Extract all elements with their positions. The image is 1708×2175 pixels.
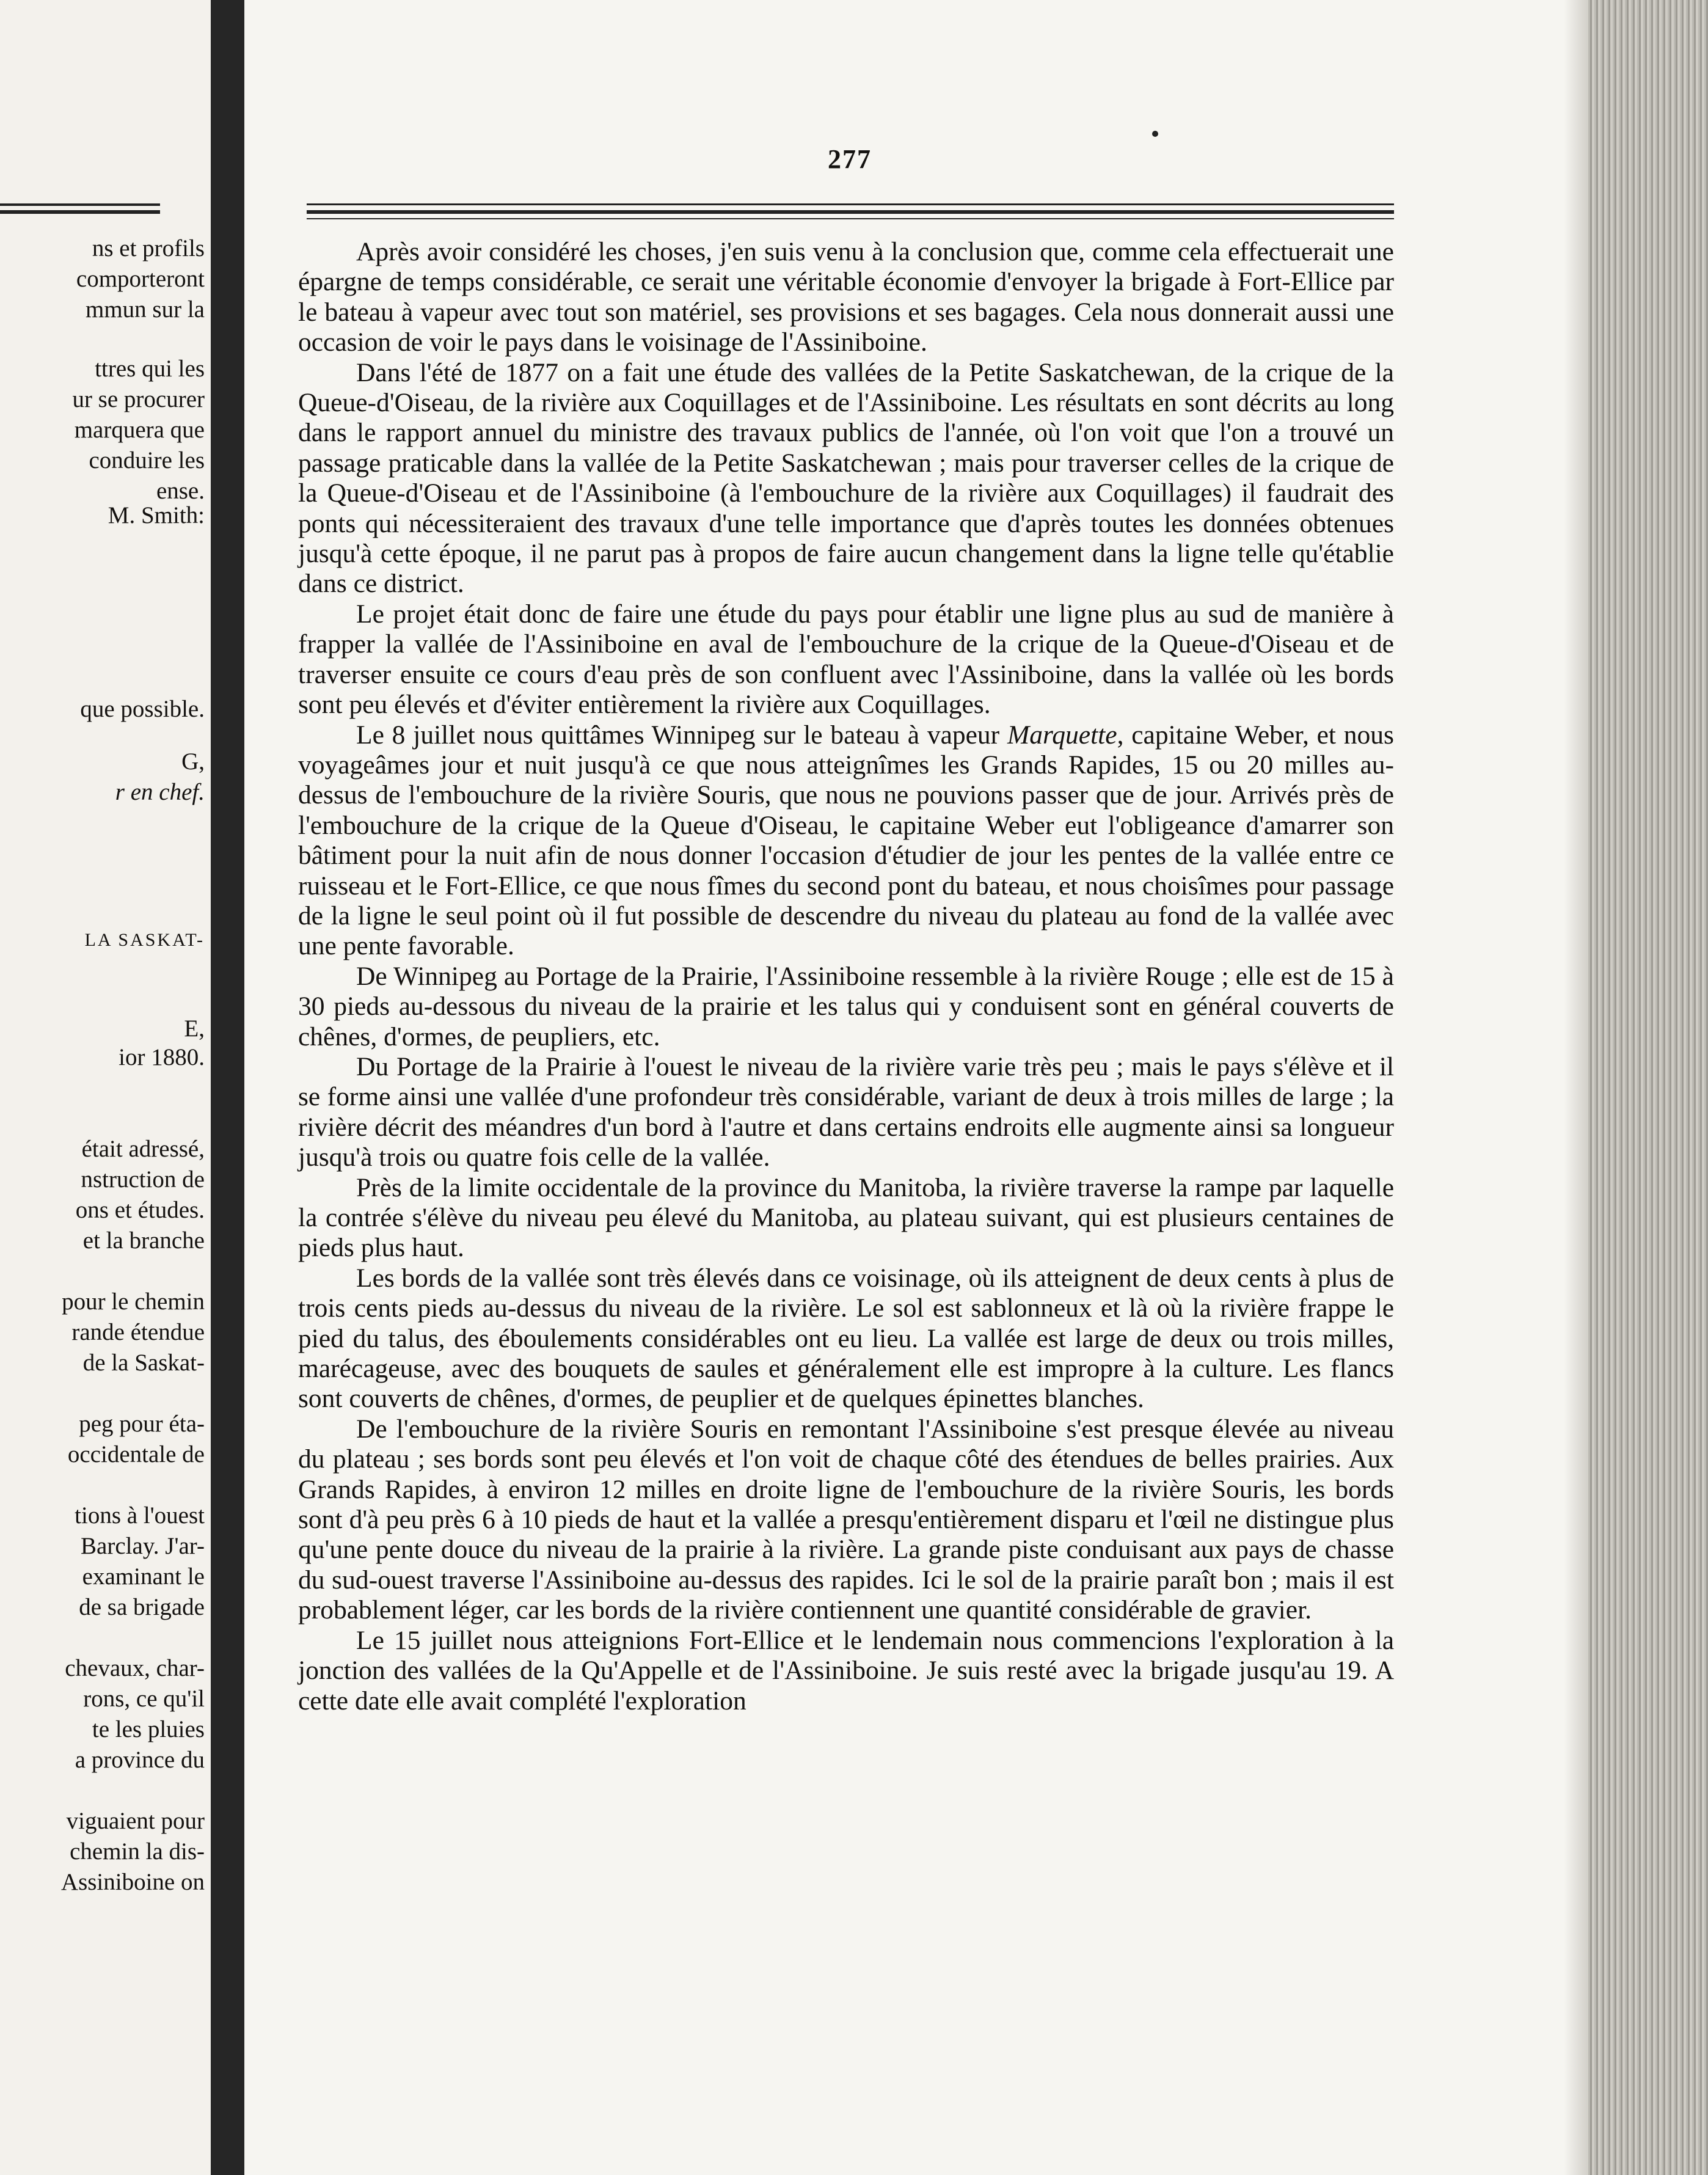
page-number: 277	[828, 144, 872, 174]
paragraph: Le projet était donc de faire une étude du pays pour établir une ligne plus au sud de manière à frapper la vallée de l'Assiniboine en aval de l'embouchure de la crique de la Queue-d'Oiseau et de traverser ensuite ce cours d'eau près de son confluent avec l'Assiniboine, dans la vallée où les bords sont peu élevés et d'éviter entièrement la rivière aux Coquillages.	[298, 599, 1394, 720]
left-page-fragment: était adressé,	[81, 1136, 205, 1162]
left-page-fragment: viguaient pour	[66, 1808, 205, 1834]
left-page-fragment: ior 1880.	[119, 1044, 205, 1070]
paragraph: Le 8 juillet nous quittâmes Winnipeg sur le bateau à vapeur Marquette, capitaine Weber, et nous voyageâmes jour et nuit jusqu'à ce que nous atteignîmes les Grands Rapides, 15 ou 20 milles au-dessus de l'embouchure de la rivière Souris, que nous ne pouvions passer que de jour. Arrivés près de l'embouchure de la crique de la Queue d'Oiseau, le capitaine Weber eut l'obligeance d'amarrer son bâtiment pour la nuit afin de nous donner l'occasion d'étudier de jour les pentes de la vallée entre ce ruisseau et le Fort-Ellice, ce que nous fîmes du second pont du bateau, et nous choisîmes pour passage de la ligne le seul point où il fut possible de descendre du niveau du plateau au fond de la vallée avec une pente favorable.	[298, 720, 1394, 961]
left-page-fragment: r en chef.	[115, 779, 205, 805]
left-page-fragment: de la Saskat-	[82, 1350, 205, 1376]
left-page-fragment: nstruction de	[81, 1166, 205, 1193]
left-page-fragment: te les pluies	[92, 1716, 205, 1742]
left-page-fragment: de sa brigade	[79, 1594, 205, 1620]
left-page-fragment: ns et profils	[92, 235, 205, 261]
left-page-fragment: peg pour éta-	[79, 1411, 205, 1437]
left-page-fragment: occidentale de	[67, 1441, 205, 1468]
left-page-fragment: mmun sur la	[86, 296, 205, 323]
left-page-fragment: tions à l'ouest	[75, 1502, 205, 1529]
left-page-fragment: chemin la dis-	[70, 1838, 205, 1865]
left-page-fragment: chevaux, char-	[65, 1655, 205, 1681]
left-page-fragment: comporteront	[76, 266, 205, 292]
ink-speck	[1152, 131, 1158, 137]
paragraph: Le 15 juillet nous atteignions Fort-Ellice et le lendemain nous commencions l'exploration à la jonction des vallées de la Qu'Appelle et de l'Assiniboine. Je suis resté avec la brigade jusqu'au 19. A cette date elle avait complété l'exploration	[298, 1625, 1394, 1716]
left-page-fragment: et la branche	[82, 1227, 205, 1254]
paragraph: De l'embouchure de la rivière Souris en remontant l'Assiniboine s'est presque élevée au niveau du plateau ; ses bords sont peu élevés et l'on voit de chaque côté des étendues de belles prairies. Aux Grands Rapides, à environ 12 milles en droite ligne de l'embouchure de la rivière Souris, les bords sont d'à peu près 6 à 10 pieds de haut et la vallée a presqu'entièrement disparu et l'œil ne distingue plus qu'une pente douce du niveau de la prairie à la rivière. La grande piste conduisant aux pays de chasse du sud-ouest traverse l'Assiniboine au-dessus des rapides. Ici le sol de la prairie paraît bon ; mais il est probablement léger, car les bords de la rivière contiennent une quantité considérable de gravier.	[298, 1414, 1394, 1625]
header-rule-thick	[307, 210, 1394, 214]
left-page-fragment: examinant le	[82, 1563, 205, 1590]
left-page-rule-thick	[0, 210, 160, 214]
left-page-fragment: que possible.	[80, 696, 205, 722]
left-page-rule-top	[0, 203, 160, 206]
left-page-fragment: ttres qui les	[95, 356, 205, 382]
left-page-fragment: ense.	[156, 478, 205, 504]
left-page-fragment: rande étendue	[71, 1319, 205, 1345]
paragraph: Les bords de la vallée sont très élevés dans ce voisinage, où ils atteignent de deux cents à plus de trois cents pieds au-dessus du niveau de la rivière. Le sol est sablonneux et là où la rivière frappe le pied du talus, des éboulements considérables ont eu lieu. La vallée est large de deux ou trois milles, marécageuse, avec des bouquets de saules et généralement elle est impropre à la culture. Les flancs sont couverts de chênes, d'ormes, de peuplier et de quelques épinettes blanches.	[298, 1263, 1394, 1414]
paragraph: De Winnipeg au Portage de la Prairie, l'Assiniboine ressemble à la rivière Rouge ; elle est de 15 à 30 pieds au-dessous du niveau de la prairie et les talus qui y conduisent sont en général couverts de chênes, d'ormes, de peupliers, etc.	[298, 961, 1394, 1051]
book-gutter	[211, 0, 244, 2175]
page-body	[298, 237, 1394, 1716]
left-page-fragment: E,	[184, 1015, 205, 1042]
left-page-fragment: M. Smith:	[108, 502, 205, 528]
left-page-fragment: pour le chemin	[62, 1289, 205, 1315]
left-page-fragment: LA SASKAT-	[84, 930, 205, 950]
paragraph: Après avoir considéré les choses, j'en suis venu à la conclusion que, comme cela effectuerait une épargne de temps considérable, ce serait une véritable économie d'envoyer la brigade à Fort-Ellice par le bateau à vapeur avec tout son matériel, ses provisions et ses bagages. Cela nous donnerait aussi une occasion de voir le pays dans le voisinage de l'Assiniboine.	[298, 237, 1394, 357]
left-page-fragment: Assiniboine on	[60, 1869, 205, 1895]
paragraph: Du Portage de la Prairie à l'ouest le niveau de la rivière varie très peu ; mais le pays s'élève et il se forme ainsi une vallée d'une profondeur très considérable, variant de deux à trois milles de large ; la rivière décrit des méandres d'un bord à l'autre et dans certains endroits elle augmente ainsi sa longueur jusqu'à trois ou quatre fois celle de la vallée.	[298, 1051, 1394, 1172]
header-rule-thin	[307, 203, 1394, 205]
header-rule-bottom	[307, 218, 1394, 219]
left-page-fragment: a province du	[75, 1747, 205, 1773]
left-page-fragment: ur se procurer	[72, 386, 205, 412]
left-page-fragment: conduire les	[89, 447, 205, 473]
left-page-fragment: marquera que	[74, 417, 205, 443]
paragraph: Près de la limite occidentale de la province du Manitoba, la rivière traverse la rampe par laquelle la contrée s'élève du niveau peu élevé du Manitoba, au plateau suivant, qui est plusieurs centaines de pieds plus haut.	[298, 1172, 1394, 1263]
left-page-fragment: G,	[181, 748, 205, 775]
facing-page-left	[0, 0, 211, 2175]
paragraph: Dans l'été de 1877 on a fait une étude des vallées de la Petite Saskatchewan, de la crique de la Queue-d'Oiseau, de la rivière aux Coquillages et de l'Assiniboine. Les résultats en sont décrits au long dans le rapport annuel du ministre des travaux publics de l'année, où l'on voit que l'on a trouvé un passage praticable dans la vallée de la Petite Saskatchewan ; mais pour traverser celles de la crique de la Queue-d'Oiseau et de l'Assiniboine (à l'embouchure de la rivière aux Coquillages) il faudrait des ponts qui nécessiteraient des travaux d'une telle importance que d'après toutes les données obtenues jusqu'à cette époque, il ne parut pas à propos de faire aucun changement dans la ligne telle qu'établie dans ce district.	[298, 357, 1394, 599]
left-page-fragment: rons, ce qu'il	[83, 1686, 205, 1712]
book-page-edges	[1588, 0, 1708, 2175]
left-page-fragment: Barclay. J'ar-	[81, 1533, 205, 1559]
left-page-fragment: ons et études.	[75, 1197, 205, 1223]
